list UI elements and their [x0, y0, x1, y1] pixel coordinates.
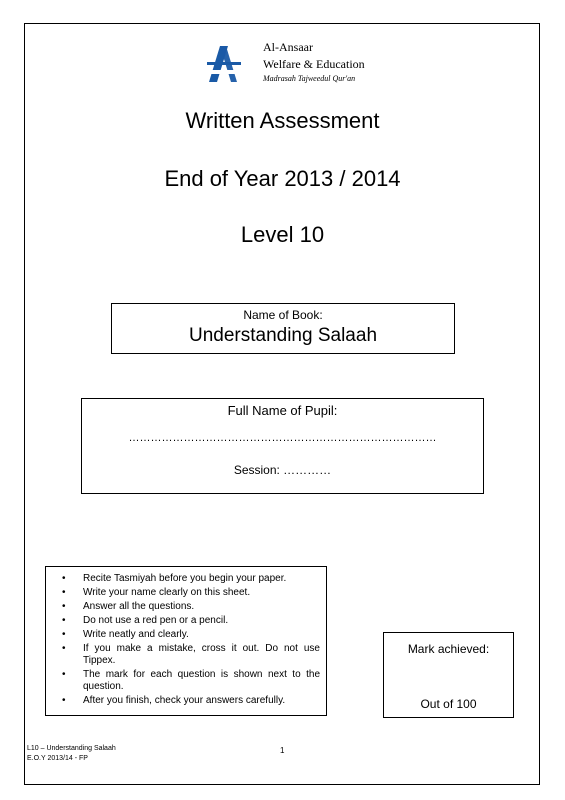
- page-number: 1: [280, 746, 285, 755]
- mark-achieved-label: Mark achieved:: [407, 642, 490, 656]
- organisation-logo: [205, 40, 365, 92]
- instruction-item: • The mark for each question is shown next to the question.: [62, 669, 320, 692]
- bullet-icon: •: [62, 587, 66, 598]
- bullet-icon: •: [62, 573, 66, 584]
- mark-out-of: Out of 100: [420, 697, 477, 711]
- book-label: Name of Book:: [243, 308, 323, 322]
- instruction-item: • After you finish, check your answers carefully.: [62, 695, 286, 706]
- book-name: Understanding Salaah: [188, 325, 378, 346]
- instruction-item: • If you make a mistake, cross it out. Do not use Tippex.: [62, 643, 320, 666]
- bullet-icon: •: [62, 669, 66, 680]
- instructions-list: [46, 573, 326, 709]
- bullet-icon: •: [62, 695, 66, 706]
- mark-achieved-box: [383, 632, 514, 718]
- period-title: End of Year 2013 / 2014: [164, 166, 401, 191]
- pupil-name-box: [81, 398, 484, 494]
- instruction-item: • Write neatly and clearly.: [62, 629, 189, 640]
- pupil-name-label: Full Name of Pupil:: [227, 403, 338, 418]
- bullet-icon: •: [62, 629, 66, 640]
- bullet-icon: •: [62, 615, 66, 626]
- instruction-item: • Recite Tasmiyah before you begin your paper.: [62, 573, 287, 584]
- assessment-title: Written Assessment: [185, 108, 380, 133]
- book-name-box: [111, 303, 455, 354]
- level-title: Level 10: [240, 222, 325, 247]
- org-name-line1: Al-Ansaar: [263, 40, 313, 54]
- instruction-item: • Do not use a red pen or a pencil.: [62, 615, 229, 626]
- footer-line1: L10 – Understanding Salaah: [27, 745, 116, 752]
- instruction-item: • Answer all the questions.: [62, 601, 195, 612]
- instructions-box: [45, 566, 327, 716]
- logo-mark-icon: [205, 42, 243, 84]
- instruction-item: • Write your name clearly on this sheet.: [62, 587, 251, 598]
- org-name-line3: Madrasah Tajweedul Qur'an: [263, 74, 356, 83]
- session-field[interactable]: Session: …………: [233, 463, 332, 477]
- org-name-line2: Welfare & Education: [263, 57, 365, 71]
- pupil-name-field[interactable]: …………………………………………………………………………: [128, 432, 437, 444]
- footer-info: [27, 744, 116, 764]
- footer-line2: E.O.Y 2013/14 - FP: [27, 755, 88, 762]
- bullet-icon: •: [62, 601, 66, 612]
- bullet-icon: •: [62, 643, 66, 654]
